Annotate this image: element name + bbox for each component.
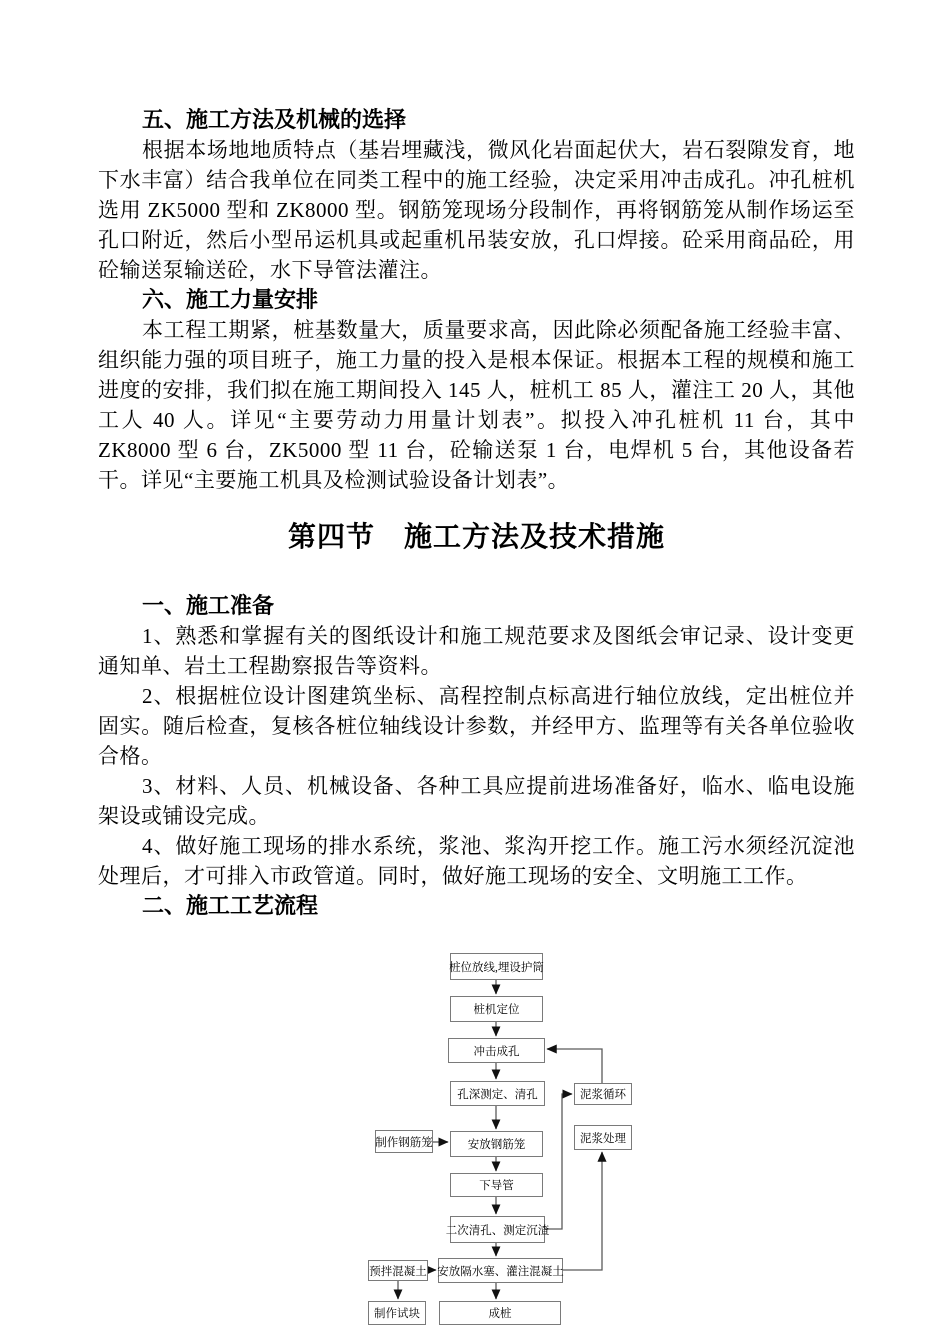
flowchart-box-cage-installation: 安放钢筋笼 [450,1131,543,1157]
process-flowchart [0,948,950,1344]
preparation-item-1: 1、熟悉和掌握有关的图纸设计和施工规范要求及图纸会审记录、设计变更通知单、岩土工程勘察报告等资料。 [98,624,855,678]
heading-process-flow: 二、施工工艺流程 [142,893,319,918]
flowchart-box-pile-layout: 桩位放线,埋设护筒 [450,953,543,980]
chapter-title: 第四节 施工方法及技术措施 [287,522,665,553]
flowchart-box-slurry-treatment: 泥浆处理 [574,1125,632,1150]
flowchart-box-cage-fabrication: 制作钢筋笼 [375,1130,433,1153]
flowchart-box-test-block: 制作试块 [368,1301,426,1325]
flowchart-box-impact-drilling: 冲击成孔 [448,1038,545,1063]
flowchart-box-premixed-concrete: 预拌混凝土 [368,1260,428,1281]
flowchart-box-second-clean: 二次清孔、测定沉渣 [450,1216,545,1243]
paragraph-workforce-arrangement: 本工程工期紧，桩基数量大，质量要求高，因此除必须配备施工经验丰富、组织能力强的项目班子，施工力量的投入是根本保证。根据本工程的规模和施工进度的安排，我们拟在施工期间投入 145 人，桩机工 85 人，灌注工 20 人，其他工人 40 人。详见“主要劳动力用量计划表”。拟投入冲孔桩机 11 台，其中 ZK8000 型 6 台，ZK5000 型 11 台，砼输送泵 1 台，电焊机 5 台，其他设备若干。详见“主要施工机具及检测试验设备计划表”。 [98,318,855,492]
flowchart-box-depth-measure-clean: 孔深测定、清孔 [450,1081,545,1106]
paragraph-method-selection: 根据本场地地质特点（基岩埋藏浅，微风化岩面起伏大，岩石裂隙发育，地下水丰富）结合我单位在同类工程中的施工经验，决定采用冲击成孔。冲孔桩机选用 ZK5000 型和 ZK8000 型。钢筋笼现场分段制作，再将钢筋笼从制作场运至孔口附近，然后小型吊运机具或起重机吊装安放，孔口焊接。砼采用商品砼，用砼输送泵输送砼，水下导管法灌注。 [98,138,855,282]
preparation-item-3: 3、材料、人员、机械设备、各种工具应提前进场准备好，临水、临电设施架设或铺设完成。 [98,774,855,828]
flowchart-box-pour-concrete: 安放隔水塞、灌注混凝土 [438,1258,563,1283]
document-body [98,105,855,921]
preparation-item-2: 2、根据桩位设计图建筑坐标、高程控制点标高进行轴位放线，定出桩位并固实。随后检查，复核各桩位轴线设计参数，并经甲方、监理等有关各单位验收合格。 [98,684,855,768]
flowchart-box-rig-positioning: 桩机定位 [450,996,543,1022]
heading-method-selection: 五、施工方法及机械的选择 [142,107,407,132]
flowchart-box-tremie-pipe: 下导管 [450,1173,543,1197]
heading-workforce-arrangement: 六、施工力量安排 [142,287,319,312]
preparation-item-4: 4、做好施工现场的排水系统，浆池、浆沟开挖工作。施工污水须经沉淀池处理后，才可排入市政管道。同时，做好施工现场的安全、文明施工工作。 [98,834,855,888]
flowchart-box-pile-completed: 成桩 [439,1301,561,1325]
flowchart-box-slurry-circulation: 泥浆循环 [574,1083,632,1105]
heading-preparation: 一、施工准备 [142,593,275,618]
